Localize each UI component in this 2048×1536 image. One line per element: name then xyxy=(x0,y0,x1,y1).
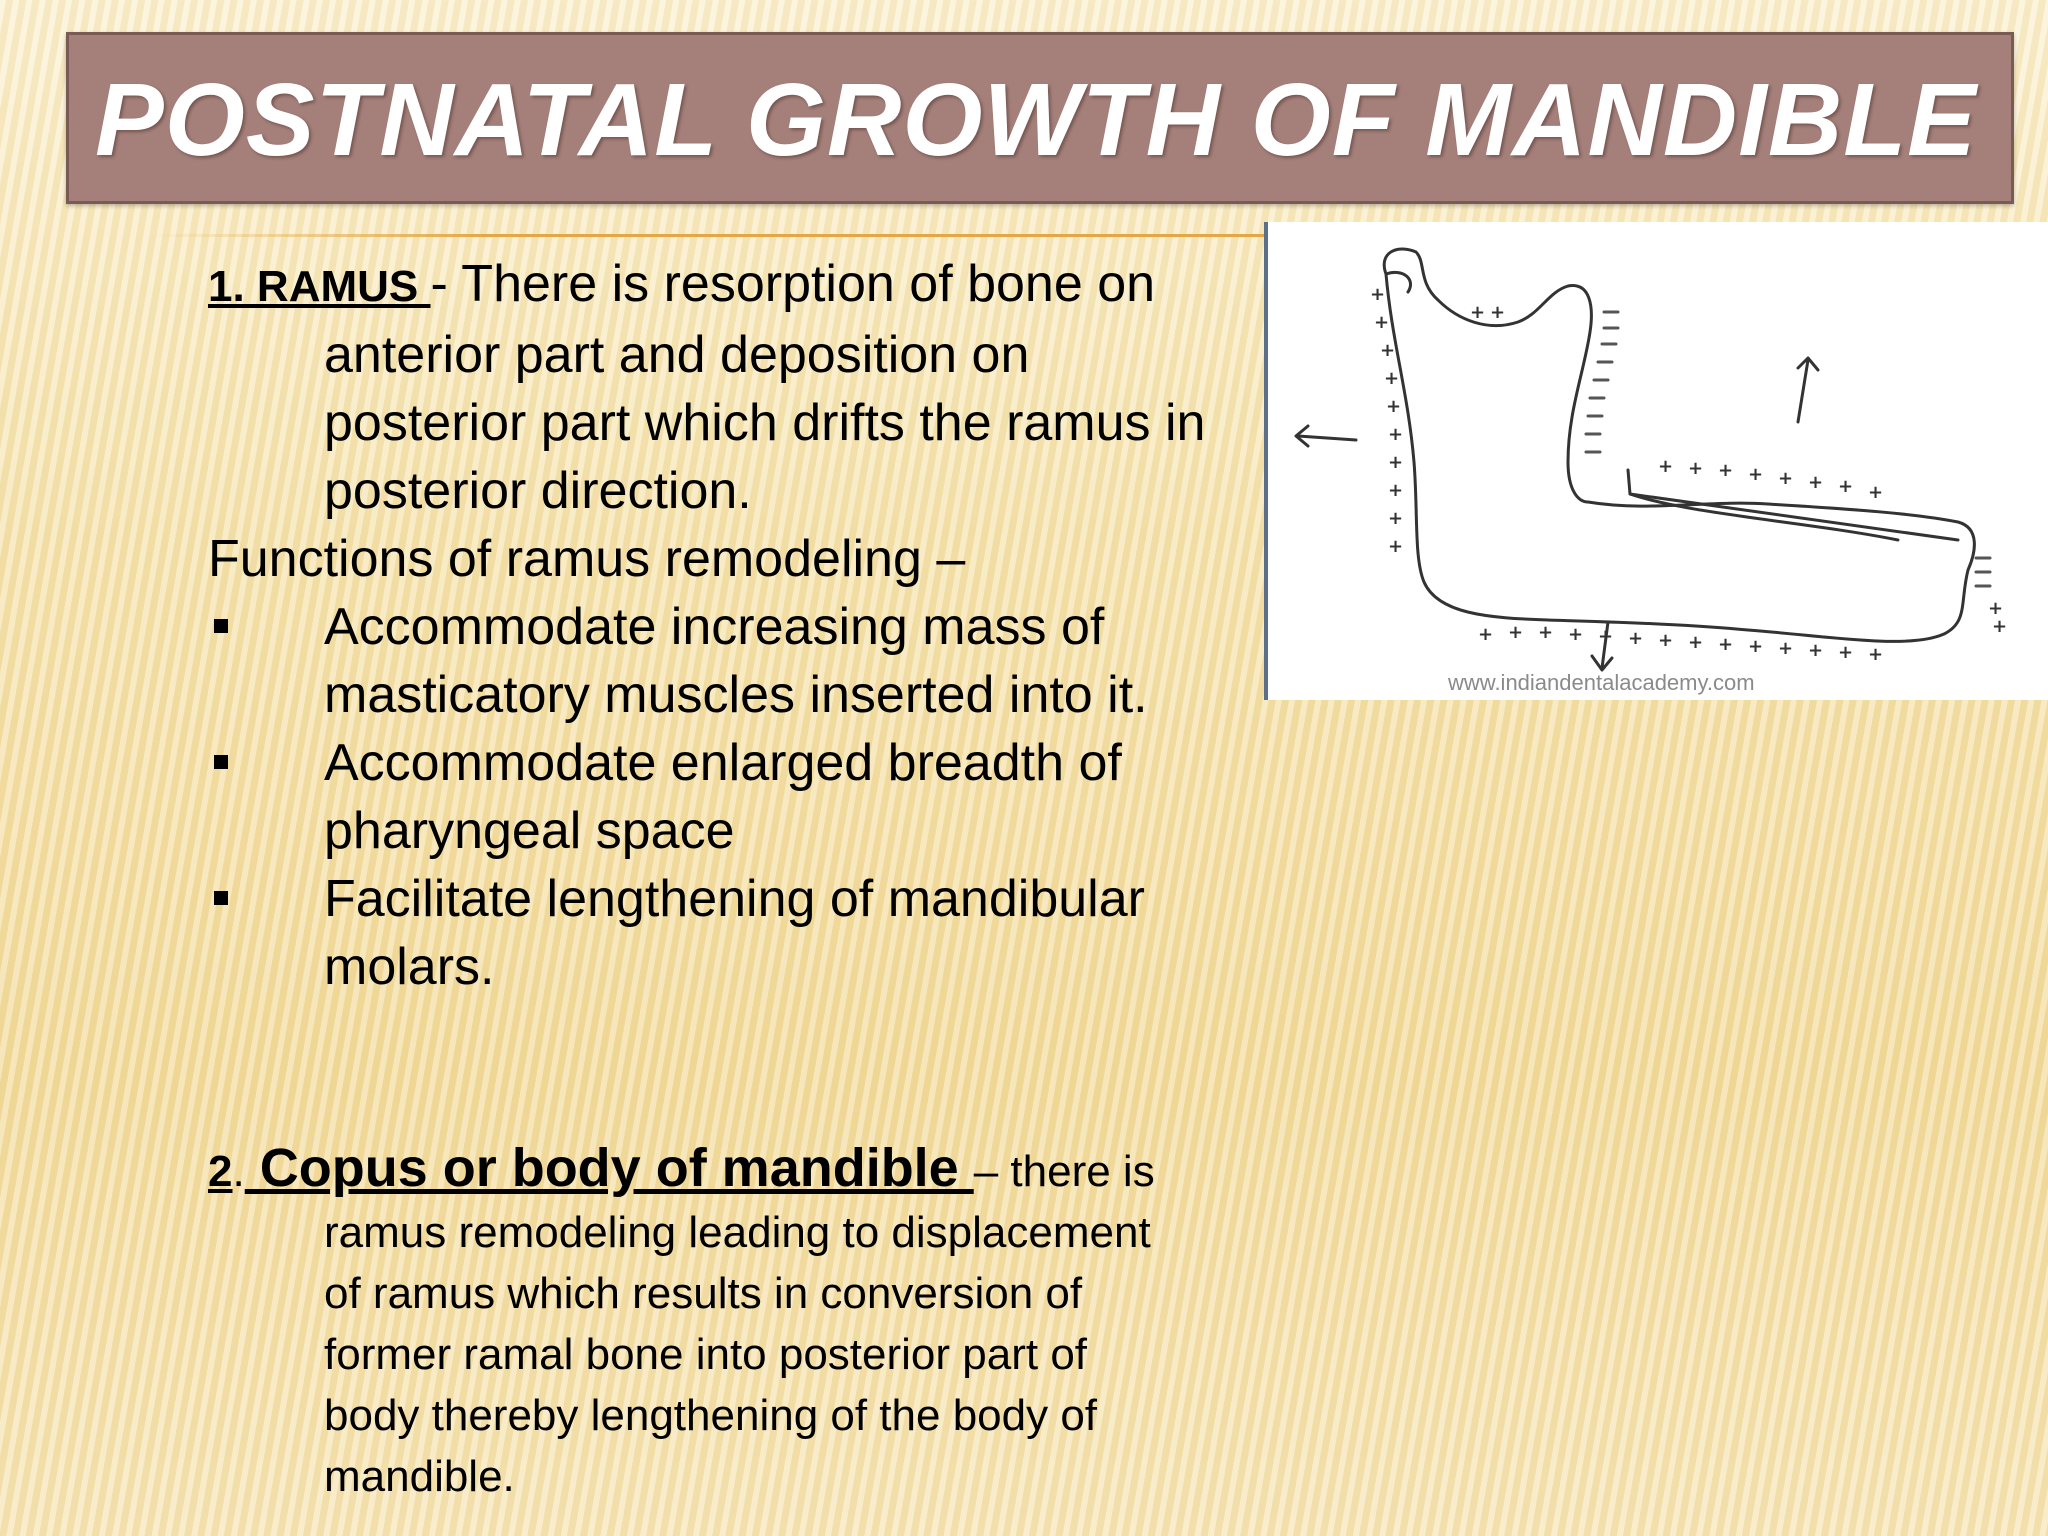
svg-text:+: + xyxy=(1748,464,1764,485)
body-line: body thereby lengthening of the body of xyxy=(324,1391,1098,1440)
bullet-item xyxy=(208,729,1308,865)
section-ramus xyxy=(208,250,1308,1001)
svg-text:+: + xyxy=(1478,624,1494,645)
svg-text:+: + xyxy=(1380,340,1396,361)
svg-text:+: + xyxy=(1568,624,1584,645)
svg-text:+: + xyxy=(1598,626,1614,647)
svg-text:+: + xyxy=(1538,622,1554,643)
bullet-line: molars. xyxy=(324,938,495,996)
svg-text:+: + xyxy=(1388,480,1404,501)
bullet-line: pharyngeal space xyxy=(324,802,735,860)
figure-watermark: www.indiandentalacademy.com xyxy=(1448,670,1755,695)
svg-text:+: + xyxy=(1778,638,1794,659)
svg-text:+: + xyxy=(1658,456,1674,477)
body-line: ramus remodeling leading to displacement xyxy=(324,1208,1151,1257)
svg-text:+: + xyxy=(1718,634,1734,655)
body-number: 2 xyxy=(208,1147,233,1196)
mandible-outline-illustration xyxy=(1268,222,2048,700)
ramus-intro-line-2: anterior part and deposition on xyxy=(324,326,1030,384)
bullet-line: Accommodate increasing mass of xyxy=(324,598,1105,656)
square-bullet-icon xyxy=(214,755,228,769)
svg-text:+: + xyxy=(1384,368,1400,389)
square-bullet-icon xyxy=(214,619,228,633)
body-line: former ramal bone into posterior part of xyxy=(324,1330,1088,1379)
svg-text:+: + xyxy=(1688,632,1704,653)
title-bar xyxy=(66,32,2014,204)
svg-text:+: + xyxy=(1508,622,1524,643)
ramus-intro-line-3: posterior part which drifts the ramus in xyxy=(324,394,1206,452)
svg-text:+: + xyxy=(1374,312,1390,333)
svg-text:+: + xyxy=(1868,482,1884,503)
functions-heading: Functions of ramus remodeling – xyxy=(208,530,966,588)
ramus-first-line xyxy=(208,250,1308,321)
svg-text:+: + xyxy=(1808,640,1824,661)
svg-text:+: + xyxy=(1490,302,1506,323)
bullet-item xyxy=(208,865,1308,1001)
svg-text:+: + xyxy=(1388,452,1404,473)
svg-text:+: + xyxy=(1688,458,1704,479)
body-heading: Copus or body of mandible xyxy=(244,1138,974,1198)
svg-text:+: + xyxy=(1778,468,1794,489)
body-line: of ramus which results in conversion of xyxy=(324,1269,1083,1318)
section-body-of-mandible xyxy=(208,1138,1308,1507)
svg-text:+: + xyxy=(1628,628,1644,649)
svg-text:+: + xyxy=(1388,508,1404,529)
svg-text:+: + xyxy=(1992,616,2008,637)
ramus-heading: 1. RAMUS xyxy=(208,262,431,311)
svg-text:+: + xyxy=(1388,536,1404,557)
ramus-intro-line-1: - There is resorption of bone on xyxy=(430,255,1156,313)
svg-text:+: + xyxy=(1718,460,1734,481)
body-number-dot: . xyxy=(232,1147,245,1196)
svg-text:+: + xyxy=(1838,642,1854,663)
svg-text:+: + xyxy=(1386,396,1402,417)
body-line: mandible. xyxy=(324,1452,515,1501)
svg-text:+: + xyxy=(1658,630,1674,651)
bullet-line: Facilitate lengthening of mandibular xyxy=(324,870,1145,928)
svg-text:+: + xyxy=(1808,472,1824,493)
svg-text:+: + xyxy=(1868,644,1884,665)
body-lead: – there is xyxy=(973,1147,1155,1196)
ramus-intro-line-4: posterior direction. xyxy=(324,462,752,520)
slide-title: POSTNATAL GROWTH OF MANDIBLE xyxy=(95,62,1977,177)
bullet-line: Accommodate enlarged breadth of xyxy=(324,734,1122,792)
svg-text:+: + xyxy=(1470,302,1486,323)
svg-text:+: + xyxy=(1838,476,1854,497)
bullet-item xyxy=(208,593,1308,729)
title-divider xyxy=(150,234,1270,237)
svg-text:+: + xyxy=(1370,284,1386,305)
body-first-line xyxy=(208,1138,1308,1202)
square-bullet-icon xyxy=(214,891,228,905)
mandible-diagram xyxy=(1264,222,2048,700)
svg-text:+: + xyxy=(1748,636,1764,657)
svg-text:+: + xyxy=(1988,598,2004,619)
bullet-line: masticatory muscles inserted into it. xyxy=(324,666,1148,724)
svg-text:+: + xyxy=(1388,424,1404,445)
